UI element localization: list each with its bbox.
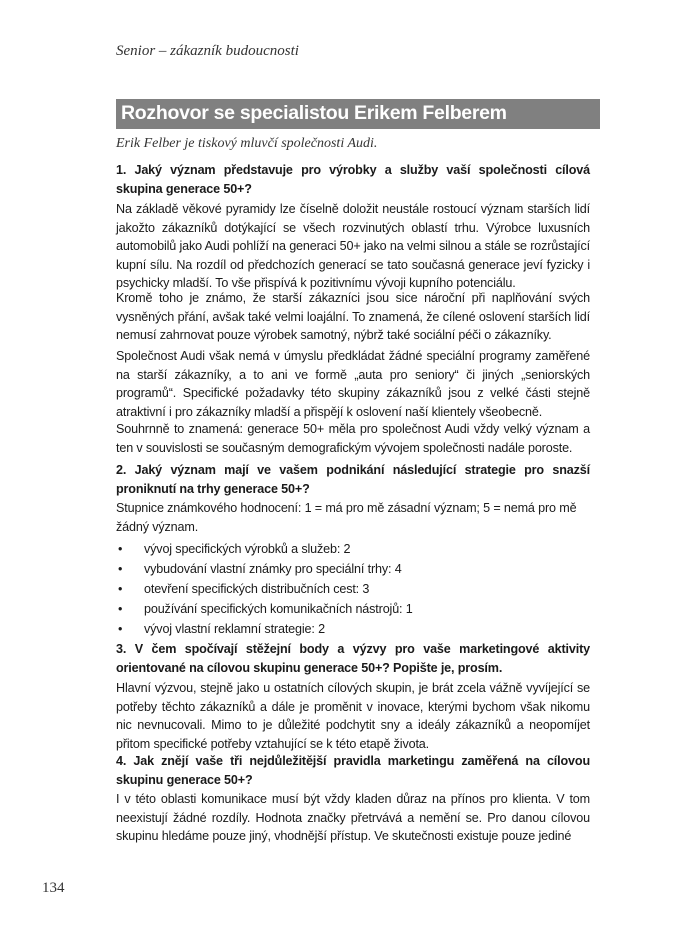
list-item <box>116 599 590 619</box>
list-item <box>116 539 590 559</box>
question-1 <box>116 161 590 198</box>
question-1-text: 1. Jaký význam představuje pro výrobky a služby vaší společnosti cílová skupina generace 50+? <box>116 163 590 196</box>
answer-1-paragraph <box>116 347 590 421</box>
section-title: Rozhovor se specialistou Erikem Felberem <box>121 102 507 124</box>
bullet-icon: • <box>118 582 123 596</box>
list-item <box>116 619 590 639</box>
intro-text: Erik Felber je tiskový mluvčí společnosti Audi. <box>116 136 378 151</box>
paragraph: Souhrnně to znamená: generace 50+ měla pro společnost Audi vždy velký význam a ten v souvislosti se současným demografickým vývojem společnosti nadále poroste. <box>116 422 590 455</box>
bullet-icon: • <box>118 562 123 576</box>
list-item <box>116 559 590 579</box>
section-banner <box>116 99 600 129</box>
paragraph: Na základě věkové pyramidy lze číselně doložit neustále rostoucí význam starších lidí jakožto zákazníků dotýkající se všech rozvinutých oblastí trhu. Výrobce luxusních automobilů jako Audi pohlíží na generaci 50+ jako na velmi silnou a stále se rozrůstající kupní sílu. Na rozdíl od předchozích generací se tato současná generace jeví fyzicky i psychicky mladší. To vše přispívá k pozitivnímu vývoji kupního potenciálu. <box>116 202 590 290</box>
list-item <box>116 579 590 599</box>
paragraph: I v této oblasti komunikace musí být vždy kladen důraz na přínos pro klienta. V tom neexistují žádné rozdíly. Hodnota značky přetrvává a nemění se. Pro danou cílovou skupinu hledáme pouze jiný, vhodnější přístup. Ve skutečnosti existuje pouze jediné <box>116 792 590 843</box>
paragraph: Hlavní výzvou, stejně jako u ostatních cílových skupin, je brát zcela vážně vyvíjející se potřeby těchto zákazníků a dále je proměnit v inovace, kterými bychom však nikomu nic nevnucovali. Mimo to je důležité podchytit sny a ideály zákazníků a neopomíjet přitom specifické potřeby vztahující se k této etapě života. <box>116 681 590 751</box>
question-3 <box>116 640 590 677</box>
paragraph: Kromě toho je známo, že starší zákazníci jsou sice nároční při naplňování svých vysněných přání, avšak také velmi loajální. To znamená, že cílené oslovení starších lidí nemusí zahrnovat pouze výrobek samotný, nýbrž také sociální péči o zákazníky. <box>116 291 590 342</box>
answer-1-paragraph <box>116 200 590 293</box>
question-4-text: 4. Jak znějí vaše tři nejdůležitější pravidla marketingu zaměřená na cílovou skupinu generace 50+? <box>116 754 590 787</box>
answer-1-paragraph <box>116 420 590 457</box>
bullet-icon: • <box>118 622 123 636</box>
question-4 <box>116 752 590 789</box>
answer-4-paragraph <box>116 790 590 846</box>
rating-scale-text: Stupnice známkového hodnocení: 1 = má pro mě zásadní význam; 5 = nemá pro mě žádný význam. <box>116 501 577 534</box>
page-number: 134 <box>42 880 65 896</box>
list-item-text: otevření specifických distribučních cest: 3 <box>144 582 370 596</box>
answer-1-paragraph <box>116 289 590 345</box>
bullet-icon: • <box>118 542 123 556</box>
question-2-text: 2. Jaký význam mají ve vašem podnikání následující strategie pro snazší proniknutí na trhy generace 50+? <box>116 463 590 496</box>
paragraph: Společnost Audi však nemá v úmyslu předkládat žádné speciální programy zaměřené na starší zákazníky, a to ani ve formě „auta pro seniory“ či jiných „seniorských programů“. Specifické požadavky této skupiny zákazníků jsou z velké části stejně atraktivní i pro zákazníky mladší a přispějí k oslovení naší klientely všeobecně. <box>116 349 590 419</box>
strategy-list <box>116 539 590 639</box>
running-header: Senior – zákazník budoucnosti <box>116 43 299 59</box>
rating-scale <box>116 499 590 536</box>
list-item-text: vývoj specifických výrobků a služeb: 2 <box>144 542 351 556</box>
answer-3-paragraph <box>116 679 590 753</box>
question-3-text: 3. V čem spočívají stěžejní body a výzvy pro vaše marketingové aktivity orientované na cílovou skupinu generace 50+? Popište je, prosím. <box>116 642 590 675</box>
list-item-text: vývoj vlastní reklamní strategie: 2 <box>144 622 325 636</box>
bullet-icon: • <box>118 602 123 616</box>
list-item-text: používání specifických komunikačních nástrojů: 1 <box>144 602 413 616</box>
list-item-text: vybudování vlastní známky pro speciální trhy: 4 <box>144 562 402 576</box>
question-2 <box>116 461 590 498</box>
